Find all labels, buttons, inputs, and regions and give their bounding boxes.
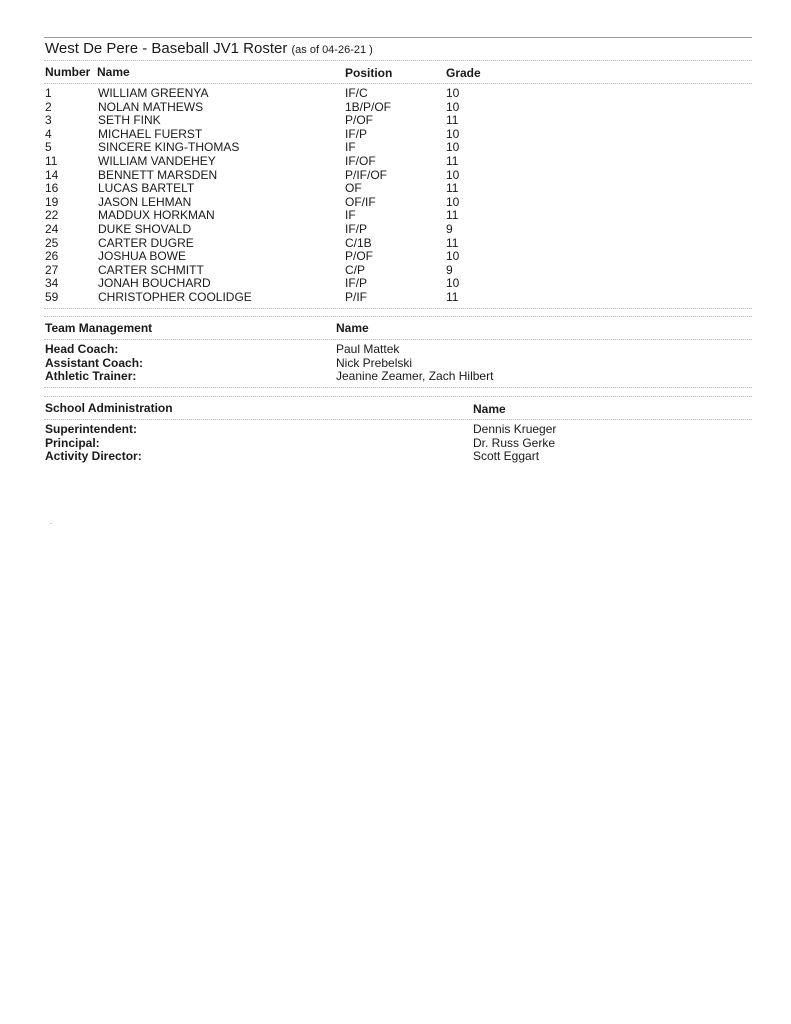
player-name: DUKE SHOVALD (98, 221, 192, 236)
player-number: 2 (45, 99, 52, 114)
roster-row (45, 141, 745, 155)
roster-row (45, 209, 745, 223)
title-main: West De Pere - Baseball JV1 Roster (45, 40, 288, 57)
player-grade: 9 (446, 262, 453, 277)
roster-row (45, 277, 745, 291)
roster-row (45, 237, 745, 251)
player-name: NOLAN MATHEWS (98, 99, 204, 114)
player-name: LUCAS BARTELT (98, 181, 195, 196)
roster-row (45, 169, 745, 183)
player-name: CARTER DUGRE (98, 235, 194, 250)
player-name: MICHAEL FUERST (98, 126, 203, 141)
name-superintendent: Dennis Krueger (473, 422, 557, 436)
role-assistant-coach: Assistant Coach: (45, 355, 144, 370)
player-grade: 10 (446, 140, 460, 155)
player-grade: 10 (446, 86, 460, 100)
team-management-names (336, 343, 493, 384)
player-position: P/IF (345, 289, 368, 304)
name-athletic-trainer: Jeanine Zeamer, Zach Hilbert (336, 369, 494, 384)
player-number: 19 (45, 194, 59, 209)
team-management-name-header: Name (336, 321, 369, 335)
title-as-of: (as of 04-26-21 ) (291, 44, 373, 56)
roster-row (45, 101, 745, 115)
player-number: 25 (45, 235, 59, 250)
school-administration-name-header: Name (473, 402, 506, 416)
player-number: 22 (45, 208, 59, 223)
role-head-coach: Head Coach: (45, 342, 119, 356)
player-name: JONAH BOUCHARD (98, 276, 211, 291)
player-position: IF/C (345, 86, 368, 100)
player-grade: 11 (446, 289, 459, 304)
player-name: SETH FINK (98, 113, 161, 128)
school-administration-header: School Administration (45, 401, 173, 415)
player-number: 16 (45, 181, 59, 196)
player-grade: 11 (446, 208, 459, 223)
role-activity-director: Activity Director: (45, 449, 142, 464)
role-athletic-trainer: Athletic Trainer: (45, 369, 137, 384)
player-grade: 11 (446, 235, 459, 250)
roster-row (45, 196, 745, 210)
player-number: 14 (45, 167, 59, 182)
player-grade: 10 (446, 276, 460, 291)
title-rule (44, 60, 752, 61)
player-position: IF/P (345, 126, 368, 141)
player-grade: 10 (446, 126, 460, 141)
team-management-header: Team Management (45, 321, 153, 335)
player-name: JASON LEHMAN (98, 194, 192, 209)
player-number: 34 (45, 276, 59, 291)
roster-row (45, 264, 745, 278)
name-head-coach: Paul Mattek (336, 342, 400, 356)
player-number: 59 (45, 289, 59, 304)
player-position: 1B/P/OF (345, 99, 392, 114)
player-position: C/1B (345, 235, 372, 250)
player-name: JOSHUA BOWE (98, 249, 187, 264)
player-position: P/OF (345, 249, 374, 264)
player-name: BENNETT MARSDEN (98, 167, 218, 182)
name-assistant-coach: Nick Prebelski (336, 355, 413, 370)
player-position: C/P (345, 262, 366, 277)
player-position: IF (345, 208, 356, 223)
team-management-roles (45, 343, 143, 384)
header-number: Number (45, 65, 91, 79)
role-principal: Principal: (45, 435, 100, 450)
player-grade: 9 (446, 221, 453, 236)
roster-end-rule (44, 308, 752, 309)
roster-row (45, 114, 745, 128)
player-name: SINCERE KING-THOMAS (98, 140, 240, 155)
player-name: CHRISTOPHER COOLIDGE (98, 289, 252, 304)
page-title (45, 40, 373, 57)
player-position: OF (345, 181, 362, 196)
player-grade: 11 (446, 153, 459, 168)
player-name: WILLIAM VANDEHEY (98, 153, 216, 168)
player-position: IF/OF (345, 153, 376, 168)
header-rule (44, 83, 752, 84)
scan-speck (50, 523, 52, 524)
player-grade: 10 (446, 99, 460, 114)
player-number: 26 (45, 249, 59, 264)
name-principal: Dr. Russ Gerke (473, 435, 556, 450)
player-position: IF/P (345, 221, 368, 236)
header-position: Position (345, 66, 393, 80)
player-number: 5 (45, 140, 52, 155)
player-number: 24 (45, 221, 59, 236)
management-end-rule (44, 387, 752, 388)
player-position: P/IF/OF (345, 167, 387, 182)
player-position: IF (345, 140, 356, 155)
player-grade: 10 (446, 167, 460, 182)
player-grade: 10 (446, 194, 460, 209)
administration-top-rule (44, 396, 752, 397)
header-name: Name (97, 65, 130, 79)
header-grade: Grade (446, 66, 481, 80)
roster-table (45, 87, 745, 305)
player-name: WILLIAM GREENYA (98, 86, 209, 100)
player-grade: 11 (446, 181, 459, 196)
player-number: 11 (45, 153, 58, 168)
school-administration-names (473, 423, 556, 464)
player-name: MADDUX HORKMAN (98, 208, 215, 223)
player-position: IF/P (345, 276, 368, 291)
roster-row (45, 223, 745, 237)
roster-row (45, 291, 745, 305)
player-number: 4 (45, 126, 52, 141)
player-number: 3 (45, 113, 52, 128)
player-position: OF/IF (345, 194, 376, 209)
roster-row (45, 182, 745, 196)
roster-row (45, 250, 745, 264)
player-number: 1 (45, 86, 52, 100)
school-administration-roles (45, 423, 142, 464)
administration-header-rule (44, 419, 752, 420)
roster-row (45, 155, 745, 169)
management-header-rule (44, 339, 752, 340)
player-name: CARTER SCHMITT (98, 262, 204, 277)
roster-row (45, 128, 745, 142)
player-grade: 10 (446, 249, 460, 264)
role-superintendent: Superintendent: (45, 422, 137, 436)
player-number: 27 (45, 262, 59, 277)
player-grade: 11 (446, 113, 459, 128)
player-position: P/OF (345, 113, 374, 128)
top-rule (44, 37, 752, 38)
management-top-rule (44, 316, 752, 317)
name-activity-director: Scott Eggart (473, 449, 540, 464)
roster-row (45, 87, 745, 101)
